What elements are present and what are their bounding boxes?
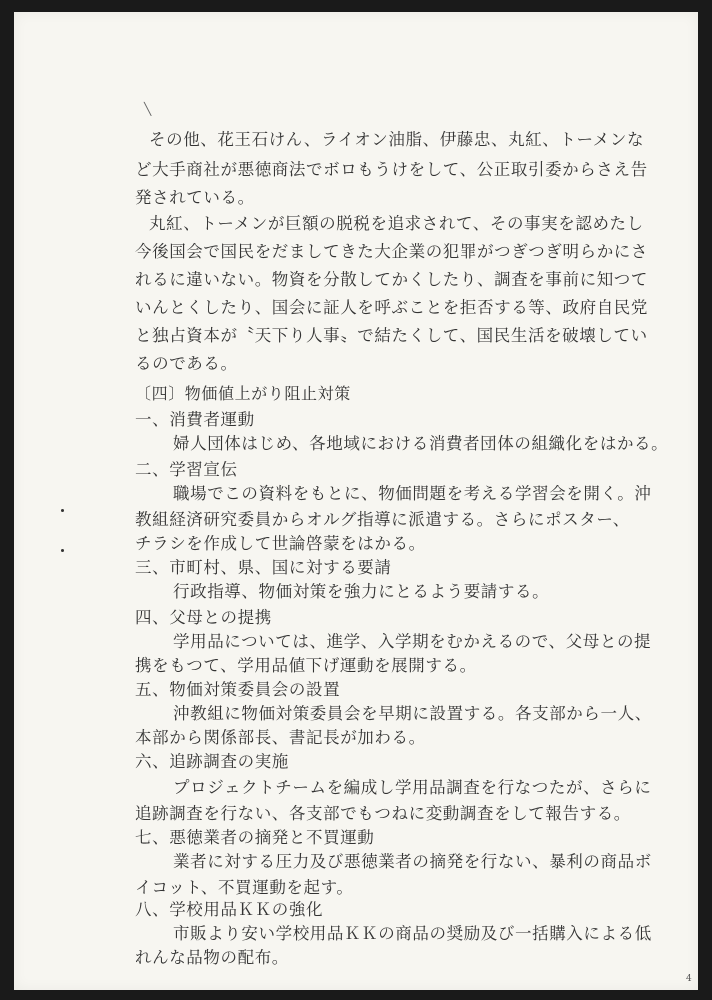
section-heading: 〔四〕物価値上がり阻止対策 — [135, 384, 351, 403]
item-body: 婦人団体はじめ、各地域における消費者団体の組織化をはかる。 — [173, 434, 669, 453]
item-body: 市販より安い学校用品ＫＫの商品の奨励及び一括購入による低 — [173, 924, 652, 943]
item-label: 三、市町村、県、国に対する要請 — [135, 558, 392, 577]
item-label: 五、物価対策委員会の設置 — [135, 680, 341, 699]
text-line: るのである。 — [135, 354, 238, 373]
item-body: 沖教組に物価対策委員会を早期に設置する。各支部から一人、 — [173, 704, 652, 723]
item-body: 本部から関係部長、書記長が加わる。 — [135, 728, 426, 747]
item-body: 携をもつて、学用品値下げ運動を展開する。 — [135, 656, 477, 675]
item-body: 業者に対する圧力及び悪徳業者の摘発を行ない、暴利の商品ボ — [173, 852, 652, 871]
text-line: 丸紅、トーメンが巨額の脱税を追求されて、その事実を認めたし — [149, 214, 644, 233]
text-line: その他、花王石けん、ライオン油脂、伊藤忠、丸紅、トーメンな — [149, 130, 645, 149]
text-line: ど大手商社が悪徳商法でボロもうけをして、公正取引委からさえ告 — [135, 160, 648, 179]
page-number: 4 — [686, 974, 692, 984]
item-label: 一、消費者運動 — [135, 410, 255, 429]
item-body: 教組経済研究委員からオルグ指導に派遣する。さらにポスター、 — [135, 510, 630, 529]
item-body: れんな品物の配布。 — [135, 948, 289, 967]
item-body: チラシを作成して世論啓蒙をはかる。 — [135, 534, 426, 553]
item-label: 六、追跡調査の実施 — [135, 752, 289, 771]
item-label: 八、学校用品ＫＫの強化 — [135, 900, 324, 919]
text-line: 今後国会で国民をだましてきた大企業の犯罪がつぎつぎ明らかにさ — [135, 242, 648, 261]
item-label: 二、学習宣伝 — [135, 460, 238, 479]
text-line: と独占資本が〝天下り人事〟で結たくして、国民生活を破壊してい — [135, 326, 648, 345]
item-body: 行政指導、物価対策を強力にとるよう要請する。 — [173, 582, 550, 601]
pen-mark: ╲ — [144, 102, 152, 116]
item-label: 七、悪徳業者の摘発と不買運動 — [135, 828, 375, 847]
document-page — [14, 12, 698, 990]
item-body: イコット、不買運動を起す。 — [135, 878, 354, 897]
item-body: 学用品については、進学、入学期をむかえるので、父母との提 — [173, 632, 652, 651]
item-body: 追跡調査を行ない、各支部でもつねに変動調査をして報告する。 — [135, 804, 631, 823]
text-line: いんとくしたり、国会に証人を呼ぶことを拒否する等、政府自民党 — [135, 298, 648, 317]
item-body: プロジェクトチームを編成し学用品調査を行なつたが、さらに — [173, 778, 652, 797]
margin-dot — [61, 509, 64, 512]
text-line: れるに違いない。物資を分散してかくしたり、調査を事前に知つて — [135, 270, 648, 289]
item-label: 四、父母との提携 — [135, 608, 272, 627]
item-body: 職場でこの資料をもとに、物価問題を考える学習会を開く。沖 — [173, 484, 652, 503]
margin-dot — [61, 549, 64, 552]
text-line: 発されている。 — [135, 188, 255, 207]
